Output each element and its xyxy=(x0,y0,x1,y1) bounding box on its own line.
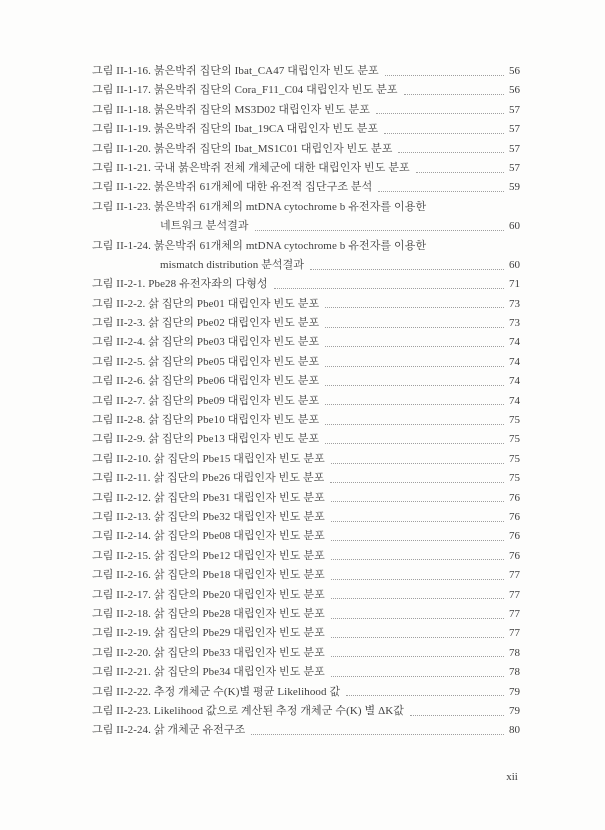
figure-entry-page: 76 xyxy=(509,530,520,543)
figure-entry-page: 59 xyxy=(509,181,520,194)
figure-entry-page: 78 xyxy=(509,666,520,679)
figure-entry xyxy=(92,275,520,294)
figure-entry xyxy=(92,256,520,275)
figure-entry-label: 그림 II-2-10. 삵 집단의 Pbe15 대립인자 빈도 분포 xyxy=(92,452,325,465)
figure-entry-label: 그림 II-2-19. 삵 집단의 Pbe29 대립인자 빈도 분포 xyxy=(92,627,325,640)
dot-leader xyxy=(398,145,504,153)
figure-entry-page: 77 xyxy=(509,569,520,582)
dot-leader xyxy=(331,456,504,464)
figure-entry-page: 71 xyxy=(509,278,520,291)
figure-entry xyxy=(92,372,520,391)
page-number: xii xyxy=(506,771,518,783)
figure-entry-label: 그림 II-2-4. 삵 집단의 Pbe03 대립인자 빈도 분포 xyxy=(92,336,320,349)
figure-entry-page: 56 xyxy=(509,65,520,77)
figure-entry-label: mismatch distribution 분석결과 xyxy=(160,258,305,271)
figure-entry-page: 77 xyxy=(509,588,520,601)
figure-entry-label: 그림 II-2-22. 추정 개체군 수(K)별 평균 Likelihood 값 xyxy=(92,685,341,698)
figure-entry-page: 76 xyxy=(509,510,520,523)
figure-entry xyxy=(92,547,520,566)
figure-entry xyxy=(92,62,520,81)
dot-leader xyxy=(325,320,504,328)
dot-leader xyxy=(331,669,504,677)
figure-entry-label: 그림 II-2-9. 삵 집단의 Pbe13 대립인자 빈도 분포 xyxy=(92,433,320,446)
dot-leader xyxy=(325,417,504,425)
figure-entry-label: 그림 II-1-23. 붉은박쥐 61개체의 mtDNA cytochrome b 유전자를 이용한 xyxy=(92,200,427,213)
figure-entry xyxy=(92,489,520,508)
figure-entry xyxy=(92,644,520,663)
figure-entry-label: 그림 II-2-12. 삵 집단의 Pbe31 대립인자 빈도 분포 xyxy=(92,491,325,504)
figure-entry-page: 57 xyxy=(509,123,520,136)
figure-entry-label: 그림 II-2-13. 삵 집단의 Pbe32 대립인자 빈도 분포 xyxy=(92,510,325,523)
figure-entry xyxy=(92,450,520,469)
dot-leader xyxy=(274,281,504,289)
figure-entry-page: 75 xyxy=(509,414,520,427)
figure-entry-label: 그림 II-1-24. 붉은박쥐 61개체의 mtDNA cytochrome b 유전자를 이용한 xyxy=(92,239,427,252)
figure-entry xyxy=(92,411,520,430)
dot-leader xyxy=(416,165,504,173)
figure-entry xyxy=(92,392,520,411)
figure-entry-page: 74 xyxy=(509,336,520,349)
figure-entry xyxy=(92,566,520,585)
figure-entry-label: 그림 II-2-1. Pbe28 유전자좌의 다형성 xyxy=(92,278,268,291)
dot-leader xyxy=(410,708,504,716)
figure-entry-page: 79 xyxy=(509,704,520,717)
dot-leader xyxy=(310,262,504,270)
dot-leader xyxy=(376,106,504,114)
figure-entry-page: 74 xyxy=(509,355,520,368)
dot-leader xyxy=(331,514,504,522)
figure-entry xyxy=(92,159,520,178)
figure-entry xyxy=(92,702,520,721)
dot-leader xyxy=(331,611,504,619)
figure-entry xyxy=(92,178,520,197)
figure-entry-page: 79 xyxy=(509,685,520,698)
dot-leader xyxy=(325,436,504,444)
dot-leader xyxy=(331,533,504,541)
figure-entry xyxy=(92,683,520,702)
figure-entry-page: 75 xyxy=(509,472,520,485)
figure-entry-label: 그림 II-2-14. 삵 집단의 Pbe08 대립인자 빈도 분포 xyxy=(92,530,325,543)
figure-entry xyxy=(92,430,520,449)
figure-entry-page: 56 xyxy=(509,84,520,97)
figure-entry-page: 60 xyxy=(509,258,520,271)
figure-entry xyxy=(92,527,520,546)
figure-entry xyxy=(92,295,520,314)
figure-entry-page: 74 xyxy=(509,375,520,388)
figure-entry xyxy=(92,81,520,100)
figure-entry-page: 76 xyxy=(509,491,520,504)
figure-entry-page: 75 xyxy=(509,452,520,465)
figure-entry xyxy=(92,101,520,120)
figure-entry-label: 그림 II-2-2. 삵 집단의 Pbe01 대립인자 빈도 분포 xyxy=(92,297,320,310)
dot-leader xyxy=(385,68,504,76)
dot-leader xyxy=(331,591,504,599)
figure-entry-label: 그림 II-2-18. 삵 집단의 Pbe28 대립인자 빈도 분포 xyxy=(92,607,325,620)
figure-entry xyxy=(92,624,520,643)
figure-entry-label: 그림 II-1-22. 붉은박쥐 61개체에 대한 유전적 집단구조 분석 xyxy=(92,181,373,194)
figure-entry-label: 그림 II-2-5. 삵 집단의 Pbe05 대립인자 빈도 분포 xyxy=(92,355,320,368)
figure-entry-page: 80 xyxy=(509,724,520,737)
dot-leader xyxy=(325,378,504,386)
dot-leader xyxy=(331,552,504,560)
dot-leader xyxy=(378,184,504,192)
figure-entry-label: 그림 II-1-17. 붉은박쥐 집단의 Cora_F11_C04 대립인자 빈도 분포 xyxy=(92,84,398,97)
figure-entry-label: 그림 II-2-15. 삵 집단의 Pbe12 대립인자 빈도 분포 xyxy=(92,549,325,562)
figure-entry xyxy=(92,508,520,527)
figure-entry-page: 77 xyxy=(509,607,520,620)
figure-entry xyxy=(92,120,520,139)
figure-entry-page: 76 xyxy=(509,549,520,562)
figure-entry xyxy=(92,663,520,682)
figure-entry xyxy=(92,140,520,159)
figure-entry-page: 78 xyxy=(509,646,520,659)
figure-entry-page: 75 xyxy=(509,433,520,446)
figure-entry-label: 그림 II-1-18. 붉은박쥐 집단의 MS3D02 대립인자 빈도 분포 xyxy=(92,103,370,116)
figure-entry-label: 그림 II-2-6. 삵 집단의 Pbe06 대립인자 빈도 분포 xyxy=(92,375,320,388)
dot-leader xyxy=(346,688,504,696)
figure-entry-label: 그림 II-2-24. 삵 개체군 유전구조 xyxy=(92,724,246,737)
figure-entry-label: 그림 II-1-20. 붉은박쥐 집단의 Ibat_MS1C01 대립인자 빈도 분포 xyxy=(92,142,393,155)
figure-entry-label: 그림 II-1-16. 붉은박쥐 집단의 Ibat_CA47 대립인자 빈도 분포 xyxy=(92,65,379,77)
figure-entry-page: 57 xyxy=(509,142,520,155)
figure-entry-label: 그림 II-2-7. 삵 집단의 Pbe09 대립인자 빈도 분포 xyxy=(92,394,320,407)
dot-leader xyxy=(325,397,504,405)
figure-entry-label: 그림 II-2-11. 삵 집단의 Pbe26 대립인자 빈도 분포 xyxy=(92,472,325,485)
figure-entry-label: 그림 II-2-21. 삵 집단의 Pbe34 대립인자 빈도 분포 xyxy=(92,666,325,679)
figure-entry-page: 60 xyxy=(509,220,520,233)
figure-entry-label: 그림 II-2-8. 삵 집단의 Pbe10 대립인자 빈도 분포 xyxy=(92,414,320,427)
figure-entry xyxy=(92,721,520,740)
dot-leader xyxy=(384,126,504,134)
figure-entry-label: 그림 II-2-23. Likelihood 값으로 계산된 추정 개체군 수(K) 별 ΔK값 xyxy=(92,704,405,717)
figure-entry-page: 57 xyxy=(509,103,520,116)
figure-entry-label: 그림 II-2-17. 삵 집단의 Pbe20 대립인자 빈도 분포 xyxy=(92,588,325,601)
figure-entry-page: 57 xyxy=(509,161,520,174)
dot-leader xyxy=(404,87,504,95)
dot-leader xyxy=(325,300,504,308)
dot-leader xyxy=(325,359,504,367)
dot-leader xyxy=(331,649,504,657)
figure-entry-label: 그림 II-2-3. 삵 집단의 Pbe02 대립인자 빈도 분포 xyxy=(92,317,320,330)
figure-entry-page: 74 xyxy=(509,394,520,407)
dot-leader xyxy=(331,494,504,502)
figure-entry xyxy=(92,198,520,217)
figure-entry-label: 그림 II-1-19. 붉은박쥐 집단의 Ibat_19CA 대립인자 빈도 분포 xyxy=(92,123,379,136)
figure-entry xyxy=(92,333,520,352)
figure-entry-label: 그림 II-2-20. 삵 집단의 Pbe33 대립인자 빈도 분포 xyxy=(92,646,325,659)
figure-entry xyxy=(92,237,520,256)
figure-entry xyxy=(92,469,520,488)
figure-entry-label: 그림 II-2-16. 삵 집단의 Pbe18 대립인자 빈도 분포 xyxy=(92,569,325,582)
dot-leader xyxy=(255,223,504,231)
dot-leader xyxy=(330,475,504,483)
figure-entry xyxy=(92,605,520,624)
figure-entry xyxy=(92,586,520,605)
figure-entry-page: 73 xyxy=(509,297,520,310)
figure-entry xyxy=(92,217,520,236)
dot-leader xyxy=(251,727,504,735)
figure-entry xyxy=(92,353,520,372)
figure-entry-label: 그림 II-1-21. 국내 붉은박쥐 전체 개체군에 대한 대립인자 빈도 분포 xyxy=(92,161,410,174)
figure-entry-page: 77 xyxy=(509,627,520,640)
list-of-figures xyxy=(92,62,520,741)
dot-leader xyxy=(331,572,504,580)
figure-entry-label: 네트워크 분석결과 xyxy=(160,220,249,233)
figure-entry xyxy=(92,314,520,333)
figure-entry-page: 73 xyxy=(509,317,520,330)
dot-leader xyxy=(331,630,504,638)
dot-leader xyxy=(325,339,504,347)
